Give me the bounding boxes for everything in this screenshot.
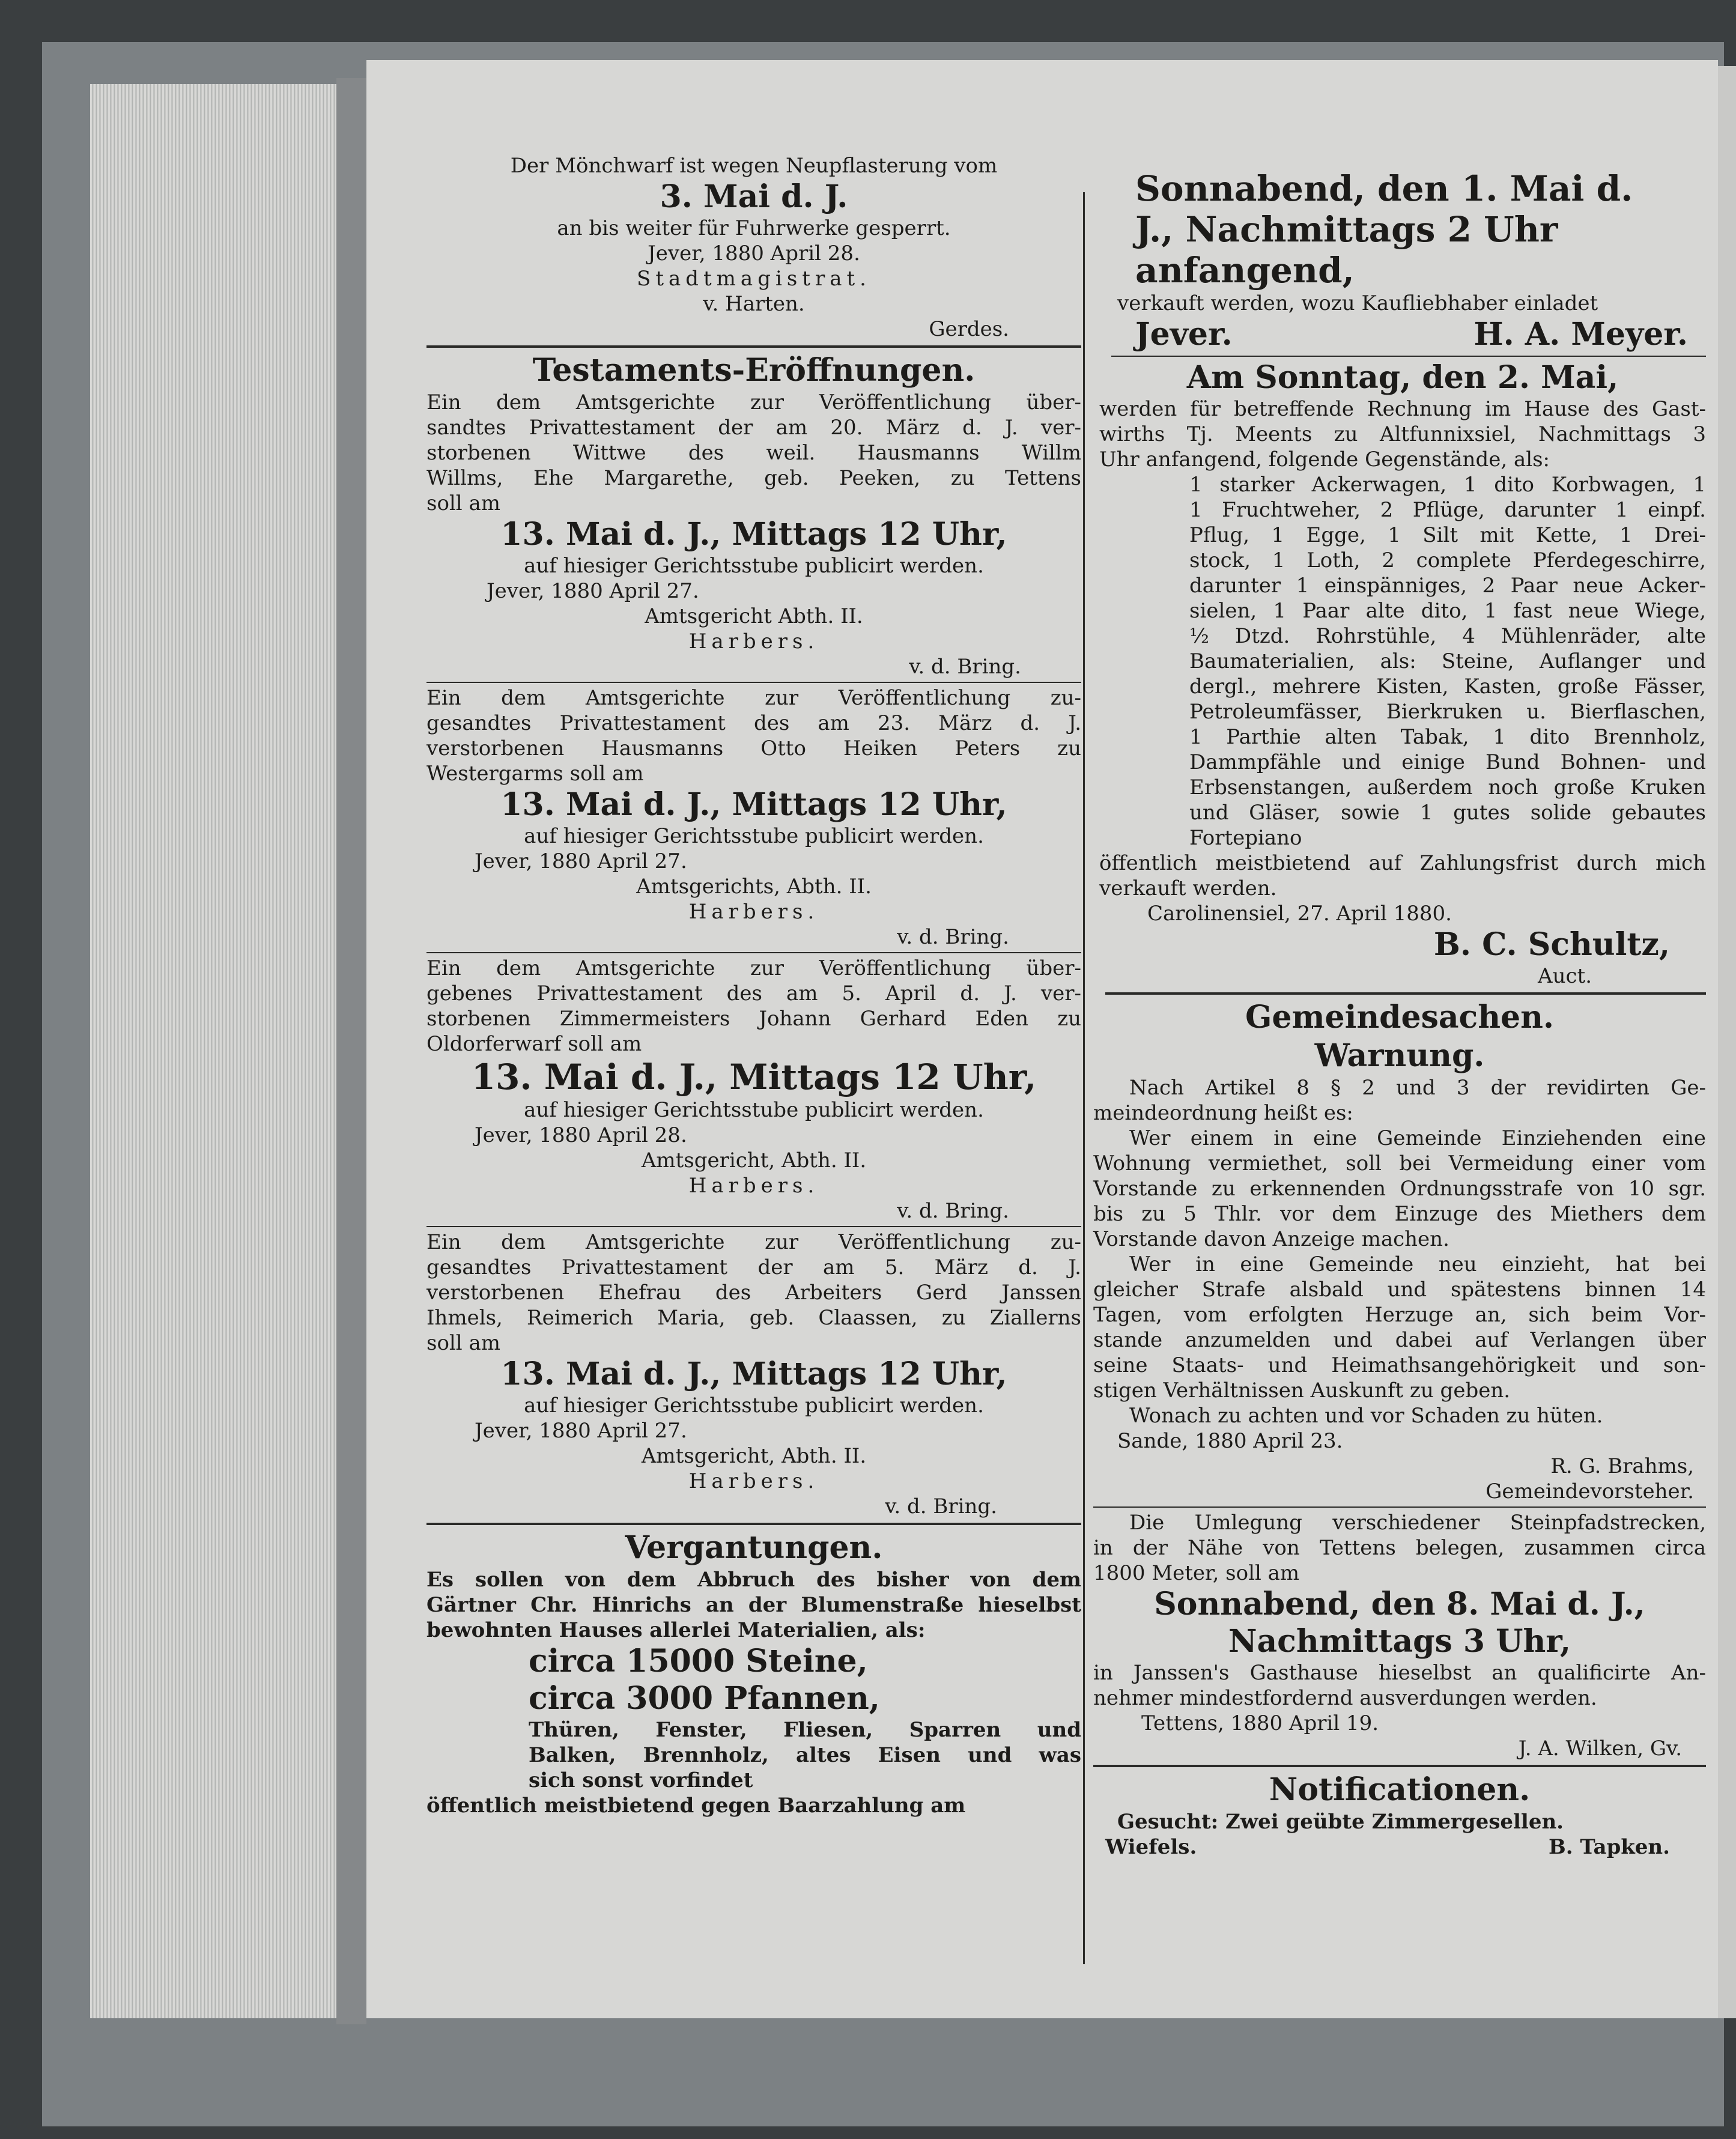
body-line: bewohnten Hauses allerlei Materialien, als:: [426, 1618, 926, 1642]
item-line: darunter 1 einspänniges, 2 Paar neue Acker-: [1189, 574, 1706, 598]
body-line: gebenes Privattestament des am 5. April d. J. ver-: [426, 982, 1081, 1006]
body-line: wirths Tj. Meents zu Altfunnixsiel, Nachmittags 3: [1099, 422, 1706, 446]
body-line: Gesucht: Zwei geübte Zimmergesellen.: [1117, 1810, 1564, 1834]
book-page-edges: [90, 84, 366, 2018]
body-line: Ihmels, Reimerich Maria, geb. Claassen, zu Ziallerns: [426, 1306, 1081, 1330]
body-line: soll am: [426, 491, 500, 515]
section-heading: Notificationen.: [1269, 1771, 1531, 1808]
body-line: in der Nähe von Tettens belegen, zusammen circa: [1093, 1536, 1706, 1560]
body-line: Ein dem Amtsgerichte zur Veröffentlichung zu-: [426, 686, 1081, 710]
notice-sign: J. A. Wilken, Gv.: [1518, 1737, 1682, 1761]
body-line: bis zu 5 Thlr. vor dem Einzuge des Miethers dem: [1093, 1202, 1706, 1226]
item-list: [1099, 472, 1706, 851]
item-line: 1 starker Ackerwagen, 1 dito Korbwagen, 1: [1189, 473, 1706, 497]
body-line: verstorbenen Hausmanns Otto Heiken Peters zu: [426, 736, 1081, 760]
body-line: Ein dem Amtsgerichte zur Veröffentlichung über-: [426, 390, 1081, 414]
notice-place: Carolinensiel, 27. April 1880.: [1147, 902, 1452, 926]
notice-place: Jever.: [1135, 316, 1233, 353]
testament-notice-2: [426, 685, 1081, 950]
body-line: stande anzumelden und dabei auf Verlangen über: [1093, 1328, 1706, 1352]
body-line: 1800 Meter, soll am: [1093, 1561, 1300, 1585]
item-bold: circa 15000 Steine,: [529, 1643, 868, 1679]
notice-rule: [1111, 356, 1706, 357]
notice-moenchwarf: [426, 153, 1081, 342]
body-line: Vorstande zu erkennenden Ordnungsstrafe von 10 sgr.: [1093, 1177, 1706, 1201]
notice-sign: B. C. Schultz,: [1433, 926, 1670, 963]
testament-notice-1: [426, 390, 1081, 679]
body-line: Thüren, Fenster, Fliesen, Sparren und: [529, 1718, 1081, 1742]
auction-date: Sonnabend, den 1. Mai d.: [1135, 168, 1633, 209]
section-rule: [1093, 1765, 1706, 1767]
hearing-date: 13. Mai d. J., Mittags 12 Uhr,: [500, 516, 1007, 553]
testament-notice-3: [426, 956, 1081, 1224]
body-line: auf hiesiger Gerichtsstube publicirt werden.: [524, 824, 984, 848]
left-column: [426, 153, 1081, 1821]
section-heading: Gemeindesachen.: [1245, 999, 1555, 1036]
notice-text: Der Mönchwarf ist wegen Neupflasterung vom: [510, 154, 998, 178]
item-line: Fortepiano: [1189, 826, 1302, 850]
item-line: und Gläser, sowie 1 gutes solide gebautes: [1189, 801, 1706, 825]
body-line: verkauft werden, wozu Kaufliebhaber einladet: [1117, 291, 1598, 315]
notice-sign: B. Tapken.: [1548, 1835, 1670, 1859]
signer-role: Auct.: [1538, 964, 1592, 988]
body-line: Wonach zu achten und vor Schaden zu hüten.: [1129, 1404, 1603, 1428]
body-line: Die Umlegung verschiedener Steinpfadstrecken,: [1129, 1511, 1706, 1535]
notice-sign: R. G. Brahms,: [1550, 1454, 1694, 1478]
auction-date: anfangend,: [1135, 250, 1355, 291]
item-line: stock, 1 Loth, 2 complete Pferdegeschirre,: [1189, 548, 1706, 572]
right-column: [1081, 168, 1706, 1860]
auction-date: J., Nachmittags 2 Uhr: [1135, 209, 1558, 250]
notice-date: 3. Mai d. J.: [660, 178, 848, 215]
section-rule: [426, 1523, 1081, 1525]
body-line: Oldorferwarf soll am: [426, 1032, 642, 1056]
section-heading: Testaments-Eröffnungen.: [532, 352, 976, 389]
court-name: Amtsgericht, Abth. II.: [641, 1444, 867, 1468]
book-gutter: [336, 78, 366, 2024]
body-line: Westergarms soll am: [426, 762, 644, 786]
item-line: Baumaterialien, als: Steine, Auflanger und: [1189, 649, 1706, 673]
body-line: in Janssen's Gasthause hieselbst an qualificirte An-: [1093, 1661, 1706, 1685]
testament-notice-4: [426, 1230, 1081, 1519]
body-line: Wer einem in eine Gemeinde Einziehenden eine: [1129, 1126, 1706, 1150]
notice-rule: [1093, 1506, 1706, 1508]
notice-sign: v. d. Bring.: [909, 655, 1021, 679]
notice-place: Tettens, 1880 April 19.: [1141, 1711, 1379, 1735]
notif-section: [1081, 1771, 1706, 1860]
judge-name: Harbers.: [688, 900, 819, 924]
contract-date: Sonnabend, den 8. Mai d. J.,: [1154, 1586, 1645, 1622]
notice-place: Jever, 1880 April 28.: [648, 241, 860, 265]
body-line: öffentlich meistbietend auf Zahlungsfrist durch mich: [1099, 851, 1706, 875]
item-line: Petroleumfässer, Bierkruken u. Bierflaschen,: [1189, 700, 1706, 724]
body-line: Wohnung vermiethet, soll bei Vermeidung einer vom: [1093, 1151, 1706, 1176]
notice-sign: v. d. Bring.: [885, 1494, 997, 1519]
subsection-heading: Warnung.: [1314, 1037, 1485, 1074]
body-line: öffentlich meistbietend gegen Baarzahlung am: [426, 1794, 966, 1818]
item-bold: circa 3000 Pfannen,: [529, 1680, 880, 1717]
newspaper-page: [366, 60, 1718, 2018]
body-line: Tagen, vom erfolgten Herzuge an, sich beim Vor-: [1093, 1303, 1706, 1327]
notice-place: Jever, 1880 April 27.: [487, 579, 699, 603]
body-line: Gärtner Chr. Hinrichs an der Blumenstraße hieselbst: [426, 1593, 1081, 1617]
steinpfad-notice: [1081, 1510, 1706, 1761]
notice-rule: [426, 1226, 1081, 1227]
auction-meyer: [1081, 168, 1706, 353]
body-line: Nach Artikel 8 § 2 und 3 der revidirten Ge-: [1129, 1076, 1706, 1100]
body-line: Vorstande davon Anzeige machen.: [1093, 1227, 1449, 1251]
notice-place: Sande, 1880 April 23.: [1117, 1429, 1343, 1453]
notice-sign: Gerdes.: [929, 317, 1009, 341]
body-line: verkauft werden.: [1099, 876, 1277, 900]
judge-name: Harbers.: [688, 1174, 819, 1198]
body-line: gesandtes Privattestament der am 5. März d. J.: [426, 1255, 1081, 1279]
hearing-date: 13. Mai d. J., Mittags 12 Uhr,: [500, 1356, 1007, 1392]
body-line: seine Staats- und Heimathsangehörigkeit und son-: [1093, 1353, 1706, 1377]
notice-rule: [426, 682, 1081, 683]
item-line: Dammpfähle und einige Bund Bohnen- und: [1189, 750, 1706, 774]
body-line: auf hiesiger Gerichtsstube publicirt werden.: [524, 1394, 984, 1418]
hearing-date: 13. Mai d. J., Mittags 12 Uhr,: [471, 1057, 1037, 1097]
notice-sign: H. A. Meyer.: [1473, 316, 1688, 353]
body-line: Es sollen von dem Abbruch des bisher von dem: [426, 1568, 1081, 1592]
hearing-date: 13. Mai d. J., Mittags 12 Uhr,: [500, 786, 1007, 823]
section-rule: [426, 345, 1081, 348]
body-line: stigen Verhältnissen Auskunft zu geben.: [1093, 1379, 1511, 1403]
auction-schultz: [1081, 359, 1706, 989]
signer-role: Gemeindevorsteher.: [1486, 1479, 1694, 1503]
section-rule: [1105, 992, 1706, 995]
notice-name: v. Harten.: [703, 292, 805, 316]
body-line: soll am: [426, 1331, 500, 1355]
body-line: Ein dem Amtsgerichte zur Veröffentlichung zu-: [426, 1230, 1081, 1254]
gemeinde-section: [1081, 998, 1706, 1504]
notice-text: an bis weiter für Fuhrwerke gesperrt.: [557, 216, 951, 240]
item-line: dergl., mehrere Kisten, Kasten, große Fässer,: [1189, 675, 1706, 699]
body-line: gesandtes Privattestament des am 23. März d. J.: [426, 711, 1081, 735]
court-name: Amtsgericht, Abth. II.: [641, 1148, 867, 1173]
court-name: Amtsgerichts, Abth. II.: [636, 875, 872, 899]
auction-date: Am Sonntag, den 2. Mai,: [1186, 359, 1619, 396]
body-line: Uhr anfangend, folgende Gegenstände, als:: [1099, 448, 1550, 472]
court-name: Amtsgericht Abth. II.: [645, 604, 863, 628]
body-line: werden für betreffende Rechnung im Hause des Gast-: [1099, 397, 1706, 421]
notice-place: Wiefels.: [1105, 1835, 1197, 1859]
body-line: Wer in eine Gemeinde neu einzieht, hat bei: [1129, 1252, 1706, 1276]
notice-sign: v. d. Bring.: [897, 1199, 1009, 1223]
item-line: sielen, 1 Paar alte dito, 1 fast neue Wiege,: [1189, 599, 1706, 623]
body-line: storbenen Wittwe des weil. Hausmanns Willm: [426, 441, 1081, 465]
notice-rule: [426, 952, 1081, 953]
body-line: nehmer mindestfordernd ausverdungen werden.: [1093, 1686, 1597, 1710]
body-line: auf hiesiger Gerichtsstube publicirt werden.: [524, 1098, 984, 1122]
body-line: gleicher Strafe alsbald und spätestens binnen 14: [1093, 1278, 1706, 1302]
body-line: Balken, Brennholz, altes Eisen und was: [529, 1743, 1081, 1767]
body-line: sandtes Privattestament der am 20. März d. J. ver-: [426, 416, 1081, 440]
notice-place: Jever, 1880 April 27.: [475, 1419, 687, 1443]
contract-date: Nachmittags 3 Uhr,: [1228, 1623, 1571, 1660]
body-line: Ein dem Amtsgerichte zur Veröffentlichung über-: [426, 956, 1081, 980]
body-line: sich sonst vorfindet: [529, 1768, 753, 1792]
judge-name: Harbers.: [688, 630, 819, 654]
item-line: 1 Fruchtweher, 2 Pflüge, darunter 1 einpf.: [1189, 498, 1706, 522]
body-line: meindeordnung heißt es:: [1093, 1101, 1353, 1125]
vergantung-notice: [426, 1567, 1081, 1818]
item-line: Pflug, 1 Egge, 1 Silt mit Kette, 1 Drei-: [1189, 523, 1706, 547]
notice-place: Jever, 1880 April 27.: [475, 849, 687, 873]
signature-row: [1093, 1834, 1706, 1860]
item-line: Erbsenstangen, außerdem noch große Kruken: [1189, 775, 1706, 799]
judge-name: Harbers.: [688, 1469, 819, 1493]
notice-place: Jever, 1880 April 28.: [475, 1123, 687, 1147]
body-line: auf hiesiger Gerichtsstube publicirt werden.: [524, 554, 984, 578]
signature-row: [1093, 316, 1706, 353]
notice-sign: v. d. Bring.: [897, 925, 1009, 949]
section-heading: Vergantungen.: [625, 1529, 883, 1566]
notice-org: Stadtmagistrat.: [637, 267, 871, 291]
body-line: storbenen Zimmermeisters Johann Gerhard Eden zu: [426, 1007, 1081, 1031]
body-line: Willms, Ehe Margarethe, geb. Peeken, zu Tettens: [426, 466, 1081, 490]
item-line: 1 Parthie alten Tabak, 1 dito Brennholz,: [1189, 725, 1706, 749]
item-line: ½ Dtzd. Rohrstühle, 4 Mühlenräder, alte: [1189, 624, 1706, 648]
body-line: verstorbenen Ehefrau des Arbeiters Gerd Janssen: [426, 1281, 1081, 1305]
